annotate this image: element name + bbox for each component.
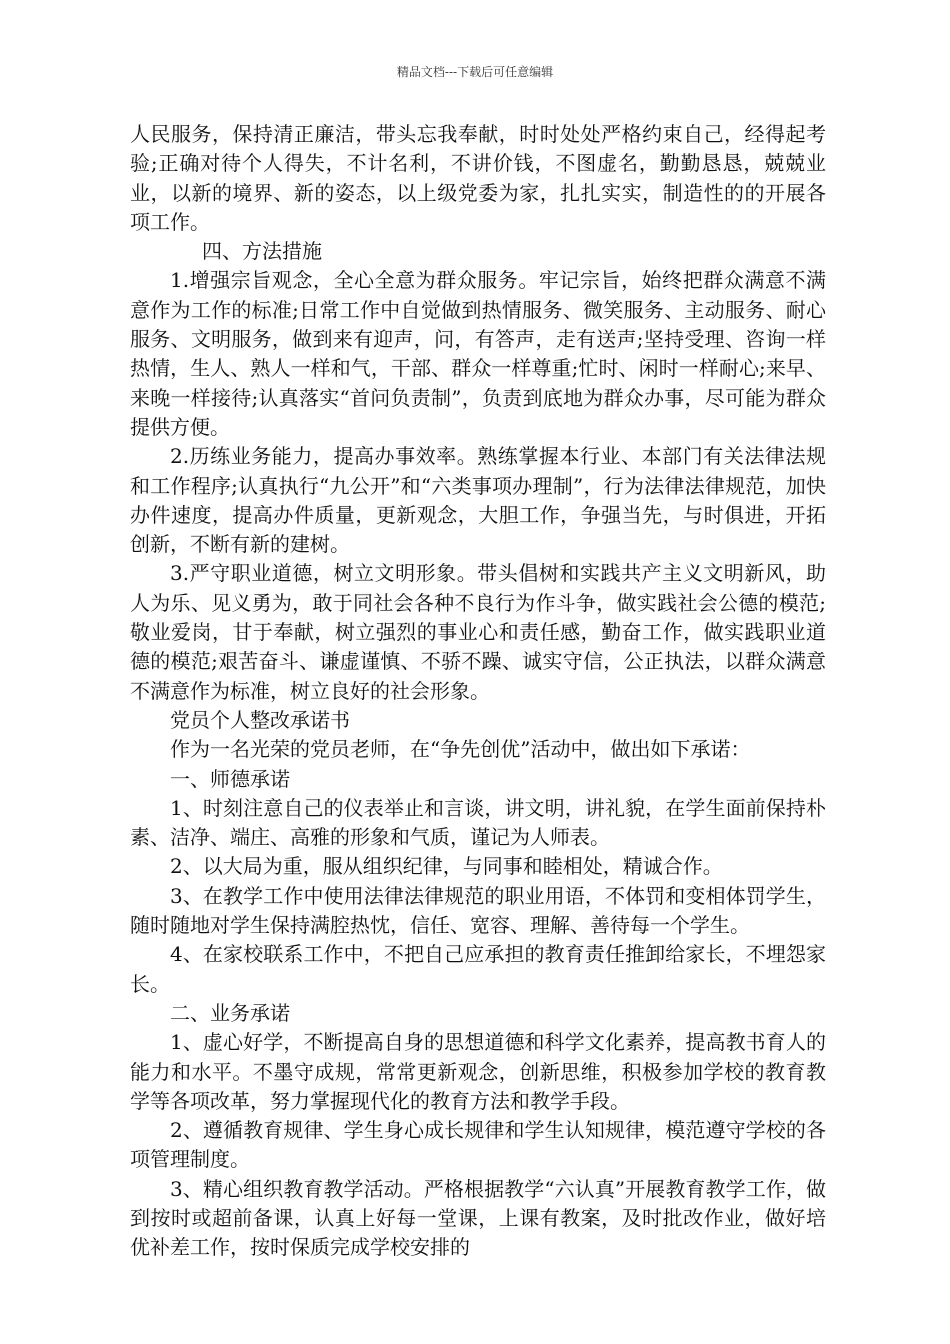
paragraph: 1.增强宗旨观念，全心全意为群众服务。牢记宗旨，始终把群众满意不满意作为工作的标准;日常工作中自觉做到热情服务、微笑服务、主动服务、耐心服务、文明服务，做到来有迎声，问，有答声，走有送声;坚持受理、咨询一样热情，生人、熟人一样和气，干部、群众一样尊重;忙时、闲时一样耐心;来早、来晚一样接待;认真落实“首问负责制”，负责到底地为群众办事，尽可能为群众提供方便。	[130, 268, 826, 439]
paragraph: 2、以大局为重，服从组织纪律，与同事和睦相处，精诚合作。	[170, 854, 723, 879]
paragraph: 3、在教学工作中使用法律法律规范的职业用语，不体罚和变相体罚学生，随时随地对学生保持满腔热忱，信任、宽容、理解、善待每一个学生。	[130, 883, 826, 938]
paragraph: 4、在家校联系工作中，不把自己应承担的教育责任推卸给家长，不埋怨家长。	[130, 942, 826, 996]
paragraph: 3、精心组织教育教学活动。严格根据教学“六认真”开展教育教学工作，做到按时或超前备课，认真上好每一堂课，上课有教案，及时批改作业，做好培优补差工作，按时保质完成学校安排的	[130, 1176, 826, 1260]
document-body	[130, 120, 826, 1263]
page-header: 精品文档---下载后可任意编辑	[396, 65, 554, 79]
paragraph: 2.历练业务能力，提高办事效率。熟练掌握本行业、本部门有关法律法规和工作程序;认真执行“九公开”和“六类事项办理制”，行为法律法律规范，加快办件速度，提高办件质量，更新观念，大胆工作，争强当先，与时俱进，开拓创新，不断有新的建树。	[130, 444, 826, 557]
section-heading: 二、业务承诺	[170, 1000, 290, 1025]
paragraph: 1、虚心好学，不断提高自身的思想道德和科学文化素养，提高教书育人的能力和水平。不墨守成规，常常更新观念，创新思维，积极参加学校的教育教学等各项改革，努力掌握现代化的教育方法和教学手段。	[130, 1030, 826, 1113]
section-heading: 一、师德承诺	[170, 766, 290, 791]
paragraph: 1、时刻注意自己的仪表举止和言谈，讲文明，讲礼貌，在学生面前保持朴素、洁净、端庄、高雅的形象和气质，谨记为人师表。	[130, 795, 826, 850]
document-subtitle: 党员个人整改承诺书	[170, 707, 350, 732]
paragraph: 3.严守职业道德，树立文明形象。带头倡树和实践共产主义文明新风，助人为乐、见义勇为，敢于同社会各种不良行为作斗争，做实践社会公德的模范;敬业爱岗，甘于奉献，树立强烈的事业心和责任感，勤奋工作，做实践职业道德的模范;艰苦奋斗、谦虚谨慎、不骄不躁、诚实守信，公正执法，以群众满意不满意作为标准，树立良好的社会形象。	[130, 561, 826, 703]
paragraph: 2、遵循教育规律、学生身心成长规律和学生认知规律，模范遵守学校的各项管理制度。	[130, 1118, 826, 1172]
paragraph: 作为一名光荣的党员老师，在“争先创优”活动中，做出如下承诺：	[170, 737, 751, 762]
section-heading: 四、方法措施	[202, 239, 322, 264]
paragraph: 人民服务，保持清正廉洁，带头忘我奉献，时时处处严格约束自己，经得起考验;正确对待个人得失，不计名利，不讲价钱，不图虚名，勤勤恳恳，兢兢业业，以新的境界、新的姿态，以上级党委为家，扎扎实实，制造性的的开展各项工作。	[130, 122, 826, 234]
